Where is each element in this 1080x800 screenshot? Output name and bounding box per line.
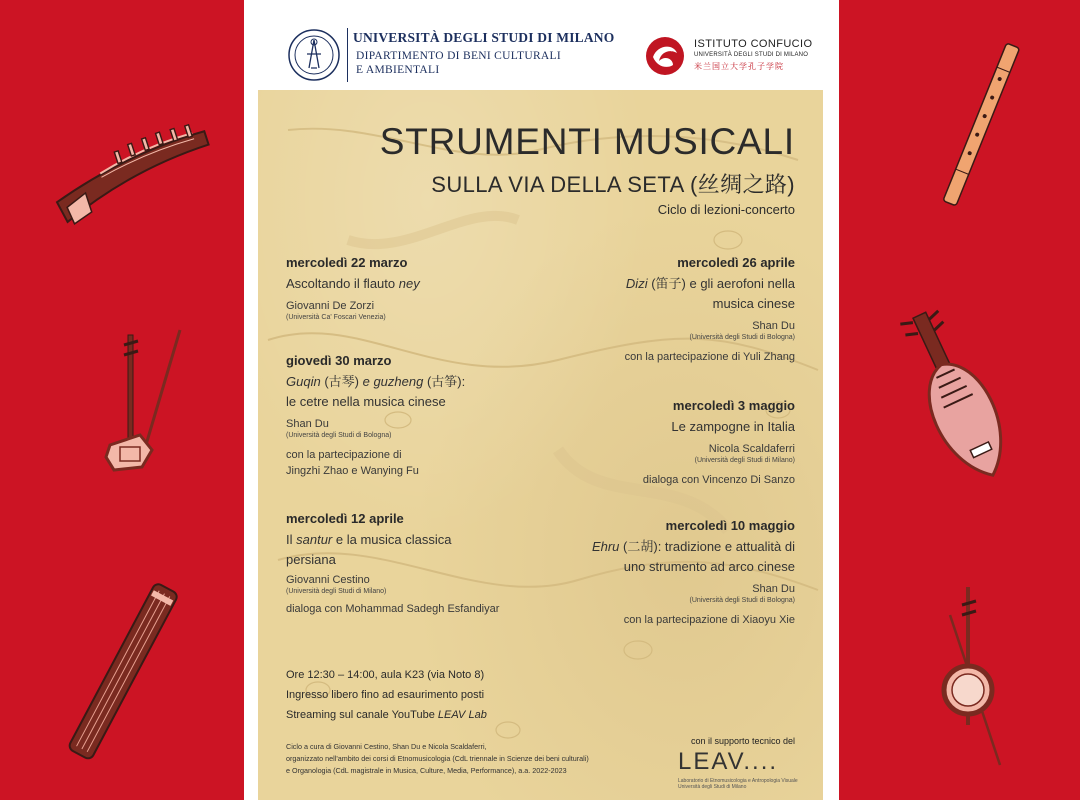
event-title-line-1	[286, 372, 586, 392]
leav-logo-word: LEAV....	[678, 748, 779, 775]
event-note: dialoga con Vincenzo Di Sanzo	[642, 474, 795, 486]
event-note-line-2: Jingzhi Zhao e Wanying Fu	[286, 465, 419, 477]
poster-header	[258, 0, 823, 90]
poster-title: STRUMENTI MUSICALI	[379, 121, 795, 162]
confucio-logo-icon	[643, 35, 687, 77]
poster-series-label: Ciclo di lezioni-concerto	[657, 202, 795, 217]
technical-support-label: con il supporto tecnico del	[690, 736, 795, 746]
event-time-location: Ore 12:30 – 14:00, aula K23 (via Noto 8)	[286, 669, 485, 681]
event-note: con la partecipazione di Yuli Zhang	[624, 351, 795, 363]
event-date: mercoledì 12 aprile	[286, 511, 404, 526]
event-note-line-1: con la partecipazione di	[286, 449, 402, 461]
streaming-text: Streaming sul canale YouTube	[286, 709, 438, 721]
event-title-text: (古筝):	[423, 374, 466, 389]
event-title-text: (二胡): tradizione e attualità di	[619, 539, 795, 554]
event-title-line-1	[505, 537, 795, 557]
poster-border-right	[821, 0, 839, 800]
erhu-icon	[100, 325, 190, 475]
event-title-italic: Guqin	[286, 374, 321, 389]
poster-subtitle: SULLA VIA DELLA SETA (丝绸之路)	[431, 172, 795, 197]
event-title	[505, 537, 795, 577]
confucio-chinese-name: 米兰国立大学孔子学院	[694, 62, 784, 71]
event-10-maggio	[505, 518, 795, 628]
credits-line-1: Ciclo a cura di Giovanni Cestino, Shan Du e Nicola Scaldaferri,	[286, 742, 487, 751]
event-title-text: (笛子) e gli aerofoni nella	[647, 276, 795, 291]
event-speaker: Giovanni Cestino	[286, 574, 370, 586]
department-line-1: DIPARTIMENTO DI BENI CULTURALI	[356, 50, 561, 62]
event-date: mercoledì 22 marzo	[286, 255, 408, 270]
event-title-line-2: musica cinese	[712, 296, 795, 311]
event-title-italic: Ehru	[591, 539, 620, 554]
event-date: mercoledì 26 aprile	[677, 255, 795, 270]
poster-credits	[286, 741, 646, 777]
event-speaker: Shan Du	[752, 583, 795, 595]
event-3-maggio	[505, 398, 795, 488]
credits-line-3: e Organologia (CdL magistrale in Musica, Culture, Media, Performance), a.a. 2022-2023	[286, 766, 567, 775]
event-practical-info	[286, 665, 487, 725]
leav-subtitle-line-2: Università degli Studi di Milano	[678, 784, 747, 790]
event-note: con la partecipazione di Xiaoyu Xie	[623, 614, 795, 626]
event-title-italic: ney	[398, 276, 420, 291]
event-26-aprile	[505, 255, 795, 365]
event-affiliation: (Università degli Studi di Bologna)	[689, 597, 795, 604]
event-title-text: e la musica classica	[332, 532, 452, 547]
event-note: dialoga con Mohammad Sadegh Esfandiyar	[286, 603, 500, 615]
event-title-line-2: le cetre nella musica cinese	[286, 394, 446, 409]
header-divider	[347, 28, 348, 82]
streaming-channel: LEAV Lab	[437, 709, 487, 721]
event-entry-info: Ingresso libero fino ad esaurimento posti	[286, 689, 485, 701]
event-title-italic: santur	[296, 532, 333, 547]
banhu-icon	[930, 585, 1030, 775]
event-speaker: Shan Du	[752, 320, 795, 332]
pipa-icon	[900, 300, 1020, 490]
unimi-seal-icon	[287, 28, 341, 82]
event-poster	[258, 0, 823, 800]
event-title-italic: Dizi	[625, 276, 648, 291]
event-title: Le zampogne in Italia	[671, 419, 795, 434]
event-streaming-info	[286, 705, 487, 725]
confucio-university: UNIVERSITÀ DEGLI STUDI DI MILANO	[694, 52, 809, 58]
university-name: UNIVERSITÀ DEGLI STUDI DI MILANO	[353, 30, 615, 45]
event-title-text: Il	[286, 532, 297, 547]
department-name	[356, 49, 596, 77]
event-date: mercoledì 3 maggio	[672, 398, 795, 413]
event-title-line-2: uno strumento ad arco cinese	[623, 559, 795, 574]
event-affiliation: (Università degli Studi di Bologna)	[286, 432, 392, 439]
event-title-text: Ascoltando il flauto	[286, 276, 399, 291]
leav-subtitle-line-1: Laboratorio di Etnomusicologia e Antropologia Visuale	[678, 778, 798, 784]
event-title-line-2: persiana	[286, 552, 336, 567]
event-affiliation: (Università Ca' Foscari Venezia)	[286, 314, 386, 321]
event-title-italic: e	[362, 374, 370, 389]
event-affiliation: (Università degli Studi di Milano)	[694, 457, 795, 464]
credits-line-2: organizzato nell'ambito dei corsi di Etnomusicologia (CdL triennale in Scienze dei beni culturali)	[286, 754, 589, 763]
department-line-2: E AMBIENTALI	[356, 64, 440, 76]
event-title-text: (古琴)	[320, 374, 363, 389]
event-title-line-1	[505, 274, 795, 294]
confucio-name: ISTITUTO CONFUCIO	[694, 38, 813, 50]
event-speaker: Nicola Scaldaferri	[708, 443, 795, 455]
event-date: giovedì 30 marzo	[286, 353, 392, 368]
event-date: mercoledì 10 maggio	[665, 518, 795, 533]
guqin-icon	[55, 570, 195, 770]
event-speaker: Shan Du	[286, 418, 329, 430]
event-title	[505, 274, 795, 314]
event-speaker: Giovanni De Zorzi	[286, 300, 375, 312]
dizi-flute-icon	[930, 35, 1030, 215]
leav-logo-subtitle	[678, 778, 808, 790]
event-affiliation: (Università degli Studi di Milano)	[286, 588, 387, 595]
event-affiliation: (Università degli Studi di Bologna)	[689, 334, 795, 341]
event-title-italic: guzheng	[369, 374, 424, 389]
leav-logo	[678, 748, 808, 792]
guzheng-icon	[40, 108, 220, 228]
